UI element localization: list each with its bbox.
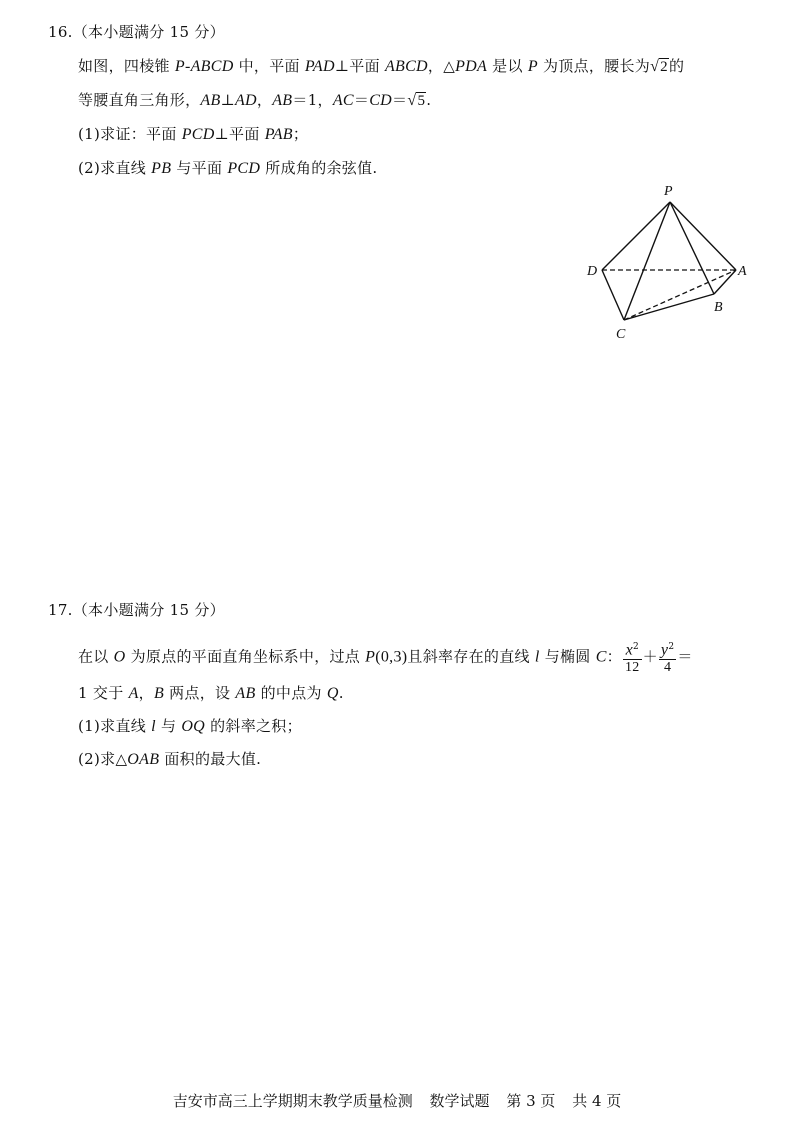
q16-text: ＝ — [353, 91, 370, 109]
edge-BA — [714, 270, 736, 294]
q16-text: ＝ — [392, 91, 408, 109]
q16-text: 中，平面 — [233, 57, 305, 75]
q16-text: ⊥平面 — [334, 57, 385, 75]
sqrt-symbol: √ — [407, 92, 417, 109]
q17-text: 且斜率存在的直线 — [407, 647, 535, 666]
q17-math: O — [113, 648, 126, 666]
label-D: D — [587, 264, 598, 279]
sqrt-radicand: 5 — [417, 93, 426, 109]
q16-math: P — [527, 58, 538, 75]
q17-math: A — [128, 685, 139, 702]
q16-math: AB — [200, 92, 221, 109]
q16-text: 的 — [668, 57, 685, 75]
footer-total-pages: 共 4 页 — [572, 1092, 622, 1110]
q17-text: (2)求△ — [78, 750, 128, 768]
q16-header: 16.（本小题满分 15 分） — [48, 23, 225, 41]
footer-subject: 数学试题 — [429, 1092, 490, 1110]
q17-stem-line2 — [78, 683, 344, 704]
edge-DC — [602, 270, 624, 320]
q16-math: CD — [369, 92, 393, 109]
q16-part2 — [78, 158, 377, 179]
fraction-x2-12: $\frac{x^2}{12}$ — [624, 641, 640, 675]
label-A: A — [738, 264, 747, 279]
q17-text: 为原点的平面直角坐标系中，过点 — [125, 647, 366, 666]
footer-page-number: 第 3 页 — [506, 1092, 556, 1110]
q16-math: PCD — [181, 126, 215, 143]
q17-math: B — [153, 685, 165, 702]
q17-text: 在以 — [78, 647, 114, 666]
pyramid-figure — [578, 178, 758, 348]
sqrt-radicand: 2 — [660, 59, 668, 75]
q16-math: PAB — [264, 126, 293, 143]
q17-math: l — [151, 718, 156, 735]
q17-part2 — [78, 749, 261, 770]
q16-text: (1)求证：平面 — [78, 125, 182, 143]
sqrt-symbol: √ — [650, 58, 660, 75]
q16-math: AB — [272, 92, 293, 109]
q16-text: (2)求直线 — [78, 159, 152, 177]
q16-text: ⊥ — [220, 91, 235, 109]
footer-exam-title: 吉安市高三上学期期末教学质量检测 — [172, 1092, 413, 1110]
q17-math: OQ — [181, 718, 206, 735]
edge-PB — [670, 202, 714, 294]
q17-text: 两点，设 — [164, 684, 236, 702]
q17-text: 面积的最大值. — [159, 750, 262, 768]
q17-header: 17.（本小题满分 15 分） — [48, 601, 225, 619]
q16-text: ＝1， — [292, 91, 333, 109]
q17-math: (0,3) — [375, 648, 408, 666]
q16-text: ； — [292, 125, 309, 143]
q17-text: ： — [606, 647, 622, 666]
page-footer — [0, 1090, 794, 1111]
q16-text: ⊥平面 — [214, 125, 265, 143]
q17-text: 的斜率之积； — [205, 717, 302, 735]
equals-sign: ＝ — [677, 647, 693, 666]
label-P: P — [664, 184, 673, 199]
plus-sign: ＋ — [642, 647, 658, 666]
q16-math: AD — [234, 92, 257, 109]
q16-text: 所成角的余弦值. — [260, 159, 378, 177]
q17-text: ， — [138, 684, 154, 702]
q16-math: AC — [332, 92, 354, 109]
edge-PD — [602, 202, 670, 270]
q17-math: AB — [235, 685, 256, 702]
q16-math: PAD — [304, 58, 335, 75]
q16-math: PB — [151, 160, 172, 177]
q16-text: 是以 — [487, 57, 528, 75]
q17-math: Q — [326, 685, 339, 702]
q17-text: 1 交于 — [78, 684, 129, 702]
q16-text: 如图，四棱锥 — [78, 57, 175, 75]
q16-text: 为顶点，腰长为 — [537, 57, 651, 75]
label-B: B — [714, 300, 723, 315]
q16-math: ABCD — [384, 58, 428, 75]
q16-text: ，△ — [427, 57, 456, 75]
q16-math: PCD — [227, 160, 261, 177]
q17-text: 与椭圆 — [539, 647, 596, 666]
q17-text: (1)求直线 — [78, 717, 152, 735]
q17-stem-line1 — [78, 640, 693, 675]
q16-part1 — [78, 124, 308, 145]
q16-text: . — [426, 91, 432, 109]
q17-math: C — [595, 648, 607, 666]
q16-stem-line1 — [78, 56, 684, 77]
q17-part1 — [78, 716, 302, 737]
q17-text: 的中点为 — [255, 684, 327, 702]
q16-text: ， — [256, 91, 273, 109]
label-C: C — [616, 327, 626, 342]
edge-PA — [670, 202, 736, 270]
q17-text: . — [338, 684, 344, 702]
q17-math: P — [365, 648, 376, 666]
q16-text: 等腰直角三角形， — [78, 91, 201, 109]
q17-math: l — [534, 648, 540, 666]
fraction-y2-4: $\frac{y^2}{4}$ — [660, 641, 675, 675]
q17-text: 与 — [155, 717, 182, 735]
q16-stem-line2 — [78, 90, 431, 111]
q17-math: OAB — [127, 751, 160, 768]
edge-CB — [624, 294, 714, 320]
q16-text: 与平面 — [171, 159, 228, 177]
q16-math: PDA — [455, 58, 488, 75]
q16-math: P-ABCD — [174, 58, 234, 75]
